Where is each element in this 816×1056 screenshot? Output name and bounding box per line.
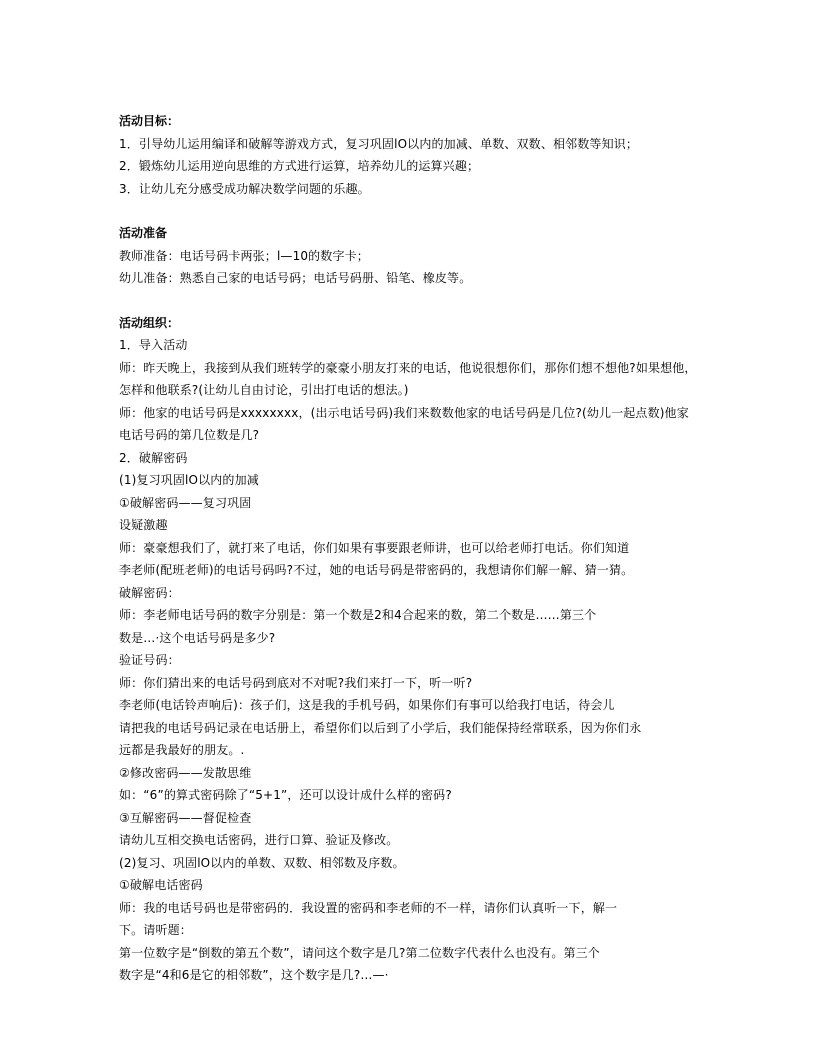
text-line: 2．锻炼幼儿运用逆向思维的方式进行运算，培养幼儿的运算兴趣； [119, 159, 480, 173]
text-line: 李老师(配班老师)的电话号码吗?不过，她的电话号码是带密码的，我想请你们解一解、猜一猜。 [119, 563, 634, 577]
text-line: 师：昨天晚上，我接到从我们班转学的豪豪小朋友打来的电话，他说很想你们，那你们想不想他?如果想他， [119, 360, 697, 375]
text-line: 下。请听题： [119, 923, 192, 937]
text-line: ①破解密码——复习巩固 [119, 495, 252, 510]
section-goals [119, 110, 699, 200]
text-line: ②修改密码——发散思维 [119, 765, 252, 780]
text-line: 数字是“4和6是它的相邻数”，这个数字是几?…—· [119, 968, 389, 982]
section-heading: 活动组织： [119, 315, 180, 330]
document-body [119, 110, 699, 987]
section-heading: 活动准备 [119, 226, 168, 240]
text-line: 师：我的电话号码也是带密码的．我设置的密码和李老师的不一样，请你们认真听一下，解一 [119, 900, 618, 915]
text-line: 1．引导幼儿运用编译和破解等游戏方式，复习巩固lO以内的加减、单数、双数、相邻数等知识； [119, 136, 639, 151]
text-line: ①破解电话密码 [119, 878, 203, 892]
text-line: 电话号码的第几位数是几? [119, 428, 260, 442]
text-line: 师：豪豪想我们了，就打来了电话，你们如果有事要跟老师讲，也可以给老师打电话。你们知道 [119, 540, 630, 555]
text-line: 设疑激趣 [119, 518, 168, 532]
text-line: 师：你们猜出来的电话号码到底对不对呢?我们来打一下，听一听? [119, 675, 473, 690]
text-line: 李老师(电话铃声响后)：孩子们，这是我的手机号码，如果你们有事可以给我打电话，待会儿 [119, 698, 615, 712]
text-line: 2．破解密码 [119, 450, 188, 465]
text-line: 师：他家的电话号码是xxxxxxxx，(出示电话号码)我们来数数他家的电话号码是几位?(幼儿一起点数)他家 [119, 405, 689, 420]
text-line: 破解密码： [119, 585, 180, 600]
text-line: ③互解密码——督促检查 [119, 810, 252, 825]
text-line: 远都是我最好的朋友。. [119, 743, 245, 757]
text-line: 第一位数字是“倒数的第五个数”，请问这个数字是几?第二位数字代表什么也没有。第三个 [119, 945, 600, 960]
text-line: 如：“6”的算式密码除了“5+1”，还可以设计成什么样的密码? [119, 788, 452, 802]
text-line: (1)复习巩固lO以内的加减 [119, 473, 259, 487]
text-line: 怎样和他联系?(让幼儿自由讨论，引出打电话的想法。) [119, 383, 409, 397]
text-line: 1．导入活动 [119, 338, 188, 352]
text-line: (2)复习、巩固lO以内的单数、双数、相邻数及序数。 [119, 855, 405, 870]
text-line: 幼儿准备：熟悉自己家的电话号码；电话号码册、铅笔、橡皮等。 [119, 271, 472, 285]
text-line: 验证号码： [119, 653, 180, 667]
text-line: 教师准备：电话号码卡两张；l—10的数字卡； [119, 248, 369, 263]
text-line: 请把我的电话号码记录在电话册上，希望你们以后到了小学后，我们能保持经常联系，因为你们永 [119, 720, 642, 735]
text-line: 3．让幼儿充分感受成功解决数学问题的乐趣。 [119, 181, 370, 196]
text-line: 师：李老师电话号码的数字分别是：第一个数是2和4合起来的数，第二个数是……第三个 [119, 608, 597, 622]
text-line: 数是…·这个电话号码是多少? [119, 630, 276, 645]
section-preparation [119, 222, 699, 290]
text-line: 请幼儿互相交换电话密码，进行口算、验证及修改。 [119, 833, 399, 847]
section-organization [119, 312, 699, 987]
section-heading: 活动目标： [119, 114, 180, 128]
